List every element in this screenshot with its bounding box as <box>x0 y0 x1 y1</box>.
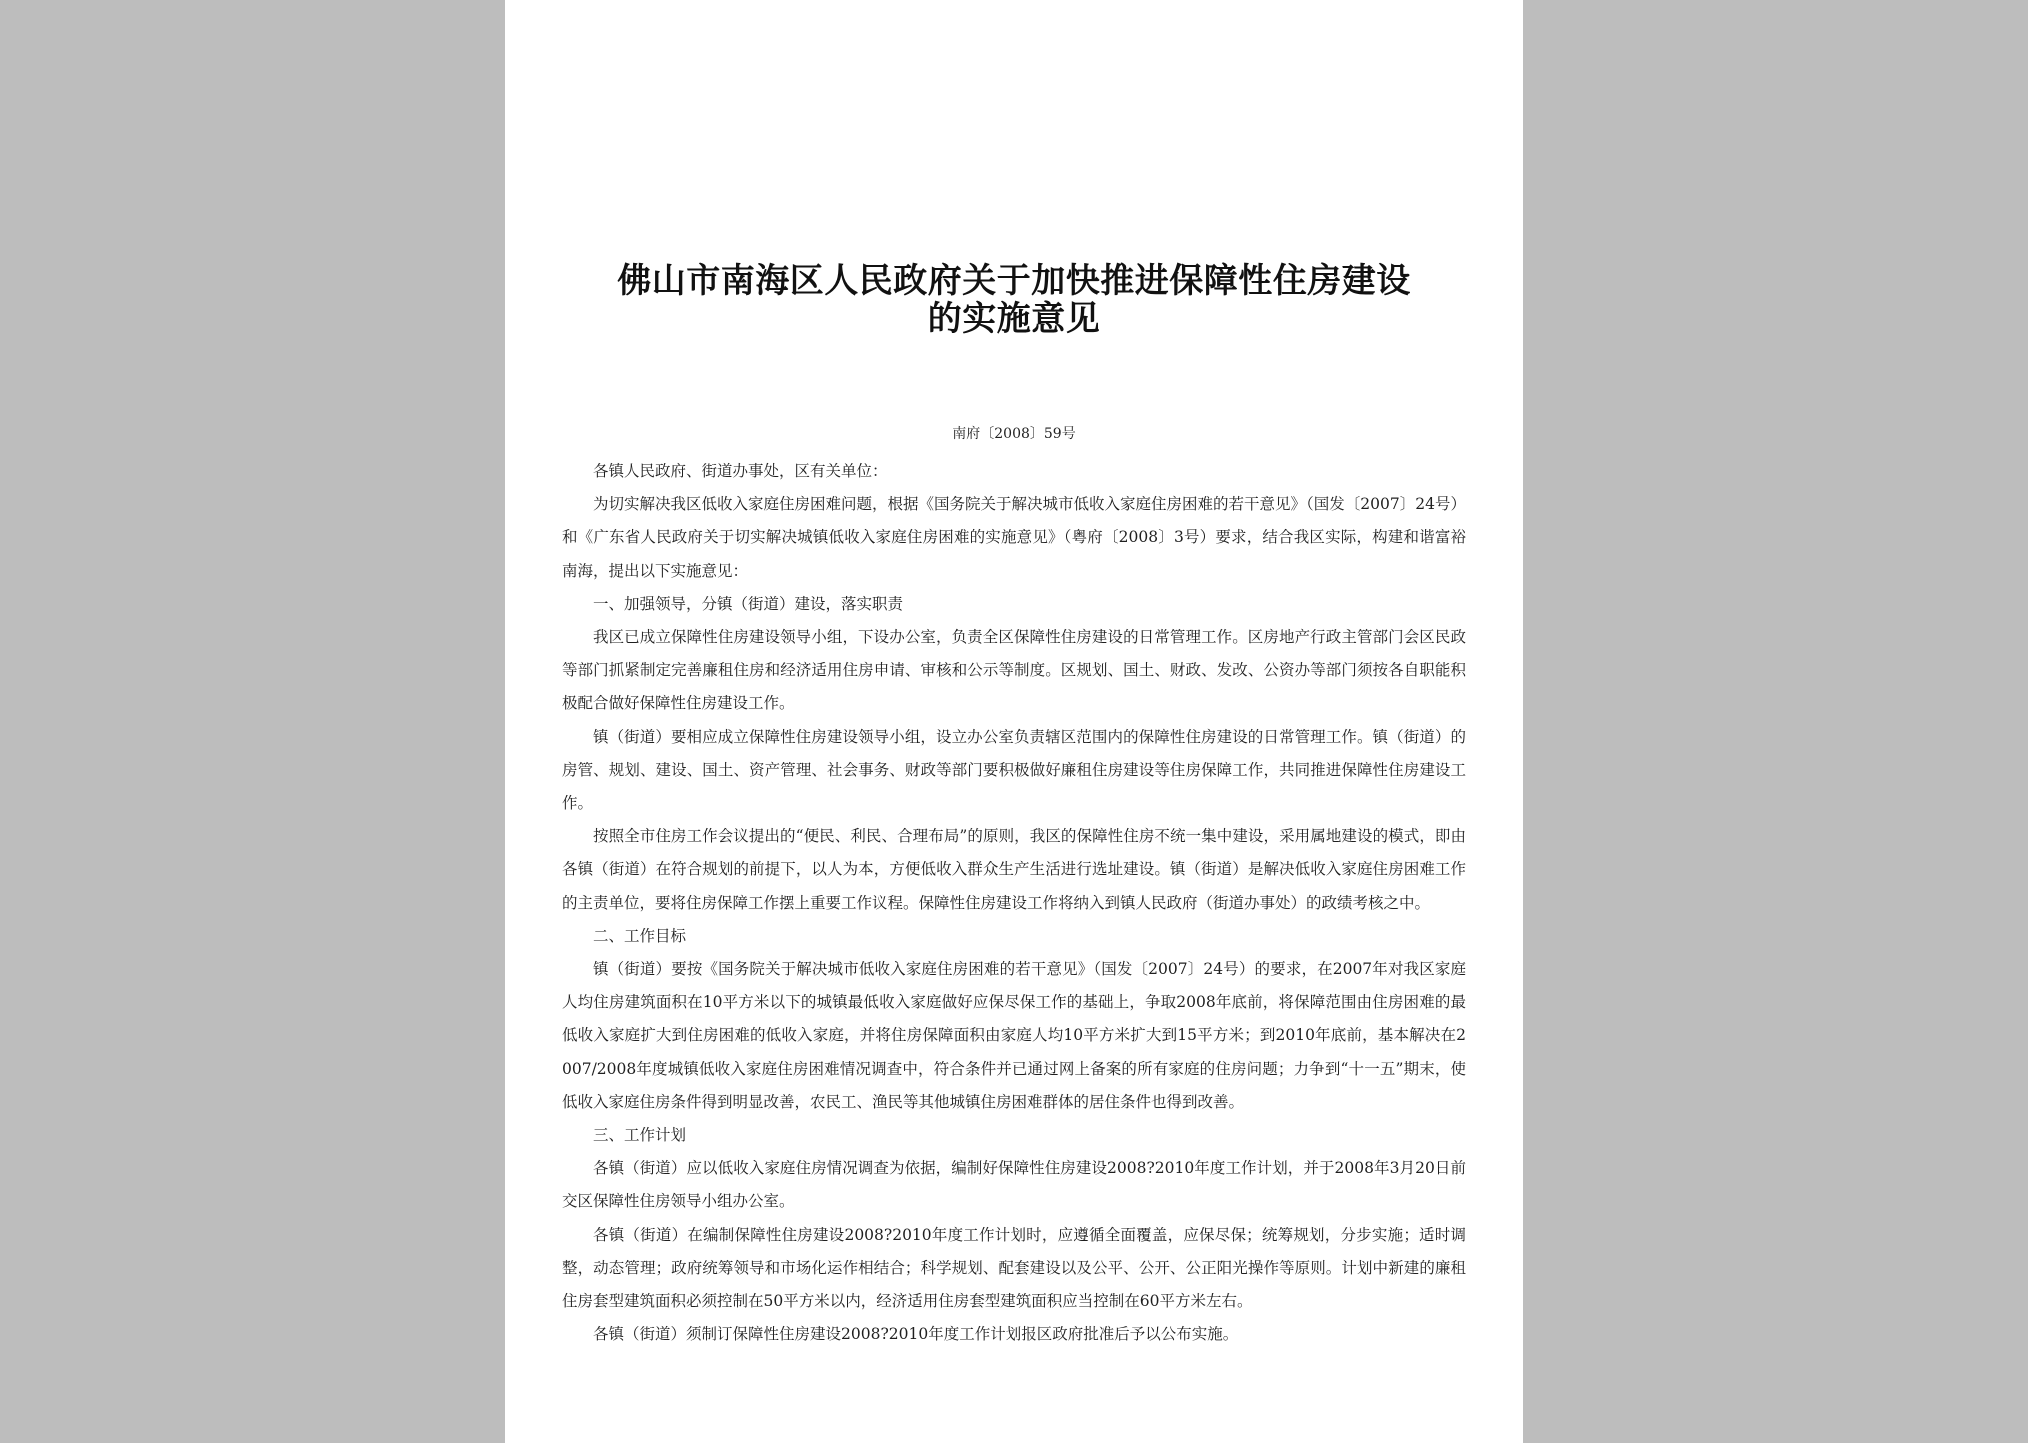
body-paragraph: 镇（街道）要相应成立保障性住房建设领导小组，设立办公室负责辖区范围内的保障性住房建设的日常管理工作。镇（街道）的房管、规划、建设、国土、资产管理、社会事务、财政等部门要积极做好廉租住房建设等住房保障工作，共同推进保障性住房建设工作。 <box>562 727 1466 813</box>
intro-paragraph: 为切实解决我区低收入家庭住房困难问题，根据《国务院关于解决城市低收入家庭住房困难的若干意见》（国发〔2007〕24号）和《广东省人民政府关于切实解决城镇低收入家庭住房困难的实施意见》（粤府〔2008〕3号）要求，结合我区实际，构建和谐富裕南海，提出以下实施意见： <box>562 495 1466 580</box>
document-number: 南府〔2008〕59号 <box>952 426 1076 442</box>
document-page <box>505 0 1523 1443</box>
section-heading-1: 一、加强领导，分镇（街道）建设，落实职责 <box>593 594 904 613</box>
document-title <box>545 262 1483 338</box>
section-heading-3: 三、工作计划 <box>593 1126 687 1145</box>
body-paragraph: 镇（街道）要按《国务院关于解决城市低收入家庭住房困难的若干意见》（国发〔2007〕24号）的要求，在2007年对我区家庭人均住房建筑面积在10平方米以下的城镇最低收入家庭做好应保尽保工作的基础上，争取2008年底前，将保障范围由住房困难的最低收入家庭扩大到住房困难的低收入家庭，并将住房保障面积由家庭人均10平方米扩大到15平方米；到2010年底前，基本解决在2007/2008年度城镇低收入家庭住房困难情况调查中，符合条件并已通过网上备案的所有家庭的住房问题；力争到“十一五”期末，使低收入家庭住房条件得到明显改善，农民工、渔民等其他城镇住房困难群体的居住条件也得到改善。 <box>562 960 1466 1111</box>
title-line-1: 佛山市南海区人民政府关于加快推进保障性住房建设 <box>617 261 1411 301</box>
body-paragraph: 按照全市住房工作会议提出的“便民、利民、合理布局”的原则，我区的保障性住房不统一集中建设，采用属地建设的模式，即由各镇（街道）在符合规划的前提下，以人为本，方便低收入群众生产生活进行选址建设。镇（街道）是解决低收入家庭住房困难工作的主责单位，要将住房保障工作摆上重要工作议程。保障性住房建设工作将纳入到镇人民政府（街道办事处）的政绩考核之中。 <box>562 827 1466 912</box>
body-paragraph: 各镇（街道）须制订保障性住房建设2008?2010年度工作计划报区政府批准后予以公布实施。 <box>593 1325 1239 1344</box>
salutation: 各镇人民政府、街道办事处，区有关单位： <box>593 462 888 480</box>
section-heading-2: 二、工作目标 <box>593 926 687 945</box>
body-paragraph: 各镇（街道）应以低收入家庭住房情况调查为依据，编制好保障性住房建设2008?2010年度工作计划，并于2008年3月20日前交区保障性住房领导小组办公室。 <box>562 1159 1466 1211</box>
body-paragraph: 我区已成立保障性住房建设领导小组，下设办公室，负责全区保障性住房建设的日常管理工作。区房地产行政主管部门会区民政等部门抓紧制定完善廉租住房和经济适用住房申请、审核和公示等制度。区规划、国土、财政、发改、公资办等部门须按各自职能积极配合做好保障性住房建设工作。 <box>562 628 1466 713</box>
title-line-2: 的实施意见 <box>927 299 1101 339</box>
body-paragraph: 各镇（街道）在编制保障性住房建设2008?2010年度工作计划时，应遵循全面覆盖，应保尽保；统筹规划，分步实施；适时调整，动态管理；政府统筹领导和市场化运作相结合；科学规划、配套建设以及公平、公开、公正阳光操作等原则。计划中新建的廉租住房套型建筑面积必须控制在50平方米以内，经济适用住房套型建筑面积应当控制在60平方米左右。 <box>562 1225 1466 1311</box>
document-body <box>562 455 1466 1351</box>
